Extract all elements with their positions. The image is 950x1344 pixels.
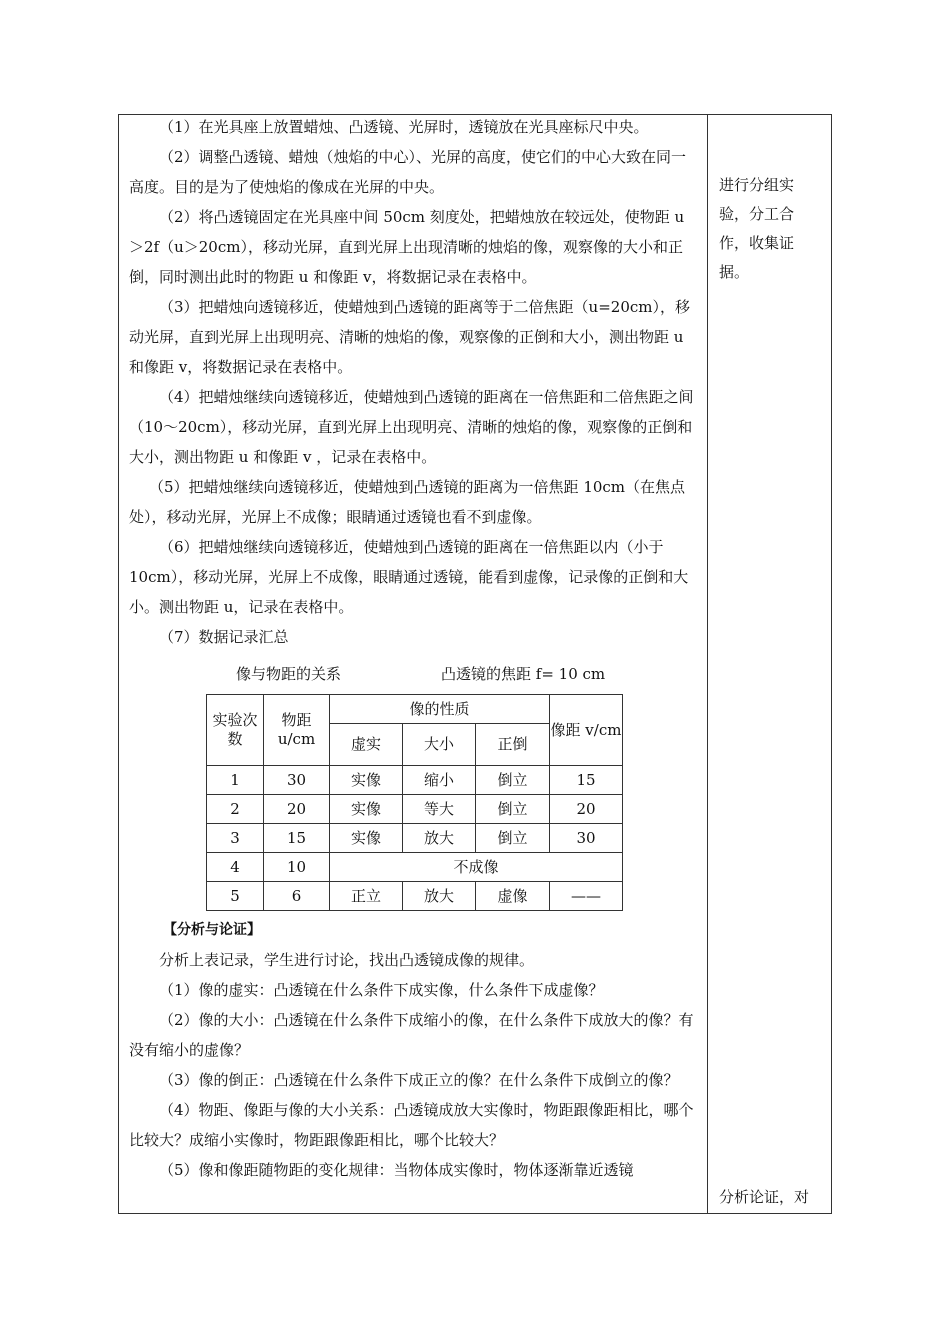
cell-object-distance: 30	[264, 766, 330, 795]
step-6: （6）把蜡烛继续向透镜移近，使蜡烛到凸透镜的距离在一倍焦距以内（小于 10cm），移动光屏，光屏上不成像，眼睛通过透镜，能看到虚像，记录像的正倒和大小。测出物距 u，记录在表格中。	[129, 538, 689, 616]
side-note-experiment: 进行分组实验，分工合作，收集证据。	[719, 176, 795, 281]
cell-orientation: 虚像	[476, 882, 550, 911]
cell-trial: 3	[207, 824, 264, 853]
header-image-distance: 像距 v/cm	[550, 695, 623, 766]
analysis-heading: 【分析与论证】	[163, 922, 261, 938]
cell-image-distance: ——	[550, 882, 623, 911]
header-object-distance: 物距 u/cm	[264, 695, 330, 766]
table-title: 像与物距的关系	[236, 665, 342, 683]
step-5: （5）把蜡烛继续向透镜移近，使蜡烛到凸透镜的距离为一倍焦距 10cm（在焦点处），移动光屏，光屏上不成像；眼睛通过透镜也看不到虚像。	[129, 478, 686, 526]
analysis-question-5: （5）像和像距随物距的变化规律：当物体成实像时，物体逐渐靠近透镜	[159, 1161, 634, 1179]
header-orientation: 正倒	[476, 724, 550, 766]
cell-orientation: 倒立	[476, 824, 550, 853]
cell-size: 放大	[403, 882, 476, 911]
step-1a: （1）在光具座上放置蜡烛、凸透镜、光屏时，透镜放在光具座标尺中央。	[159, 118, 649, 136]
cell-image-distance: 15	[550, 766, 623, 795]
cell-image-distance: 30	[550, 824, 623, 853]
header-real-virtual: 虚实	[330, 724, 403, 766]
table-row	[207, 795, 623, 824]
cell-real-virtual: 实像	[330, 824, 403, 853]
analysis-question-2: （2）像的大小：凸透镜在什么条件下成缩小的像，在什么条件下成放大的像？有没有缩小的虚像？	[129, 1011, 694, 1059]
table-row	[207, 853, 623, 882]
cell-size: 放大	[403, 824, 476, 853]
content-table	[118, 114, 832, 1214]
cell-trial: 2	[207, 795, 264, 824]
header-nature: 像的性质	[330, 695, 550, 724]
step-2: （2）将凸透镜固定在光具座中间 50cm 刻度处，把蜡烛放在较远处，使物距 u＞2f（u＞20cm），移动光屏，直到光屏上出现清晰的烛焰的像，观察像的大小和正倒，同时测出此时的物距 u 和像距 v，将数据记录在表格中。	[129, 208, 685, 286]
step-1b: （2）调整凸透镜、蜡烛（烛焰的中心）、光屏的高度，使它们的中心大致在同一高度。目的是为了使烛焰的像成在光屏的中央。	[129, 148, 687, 196]
step-3: （3）把蜡烛向透镜移近，使蜡烛到凸透镜的距离等于二倍焦距（u=20cm），移动光屏，直到光屏上出现明亮、清晰的烛焰的像，观察像的正倒和大小，测出物距 u 和像距 v，将数据记录在表格中。	[129, 298, 690, 376]
cell-orientation: 倒立	[476, 766, 550, 795]
analysis-question-4: （4）物距、像距与像的大小关系：凸透镜成放大实像时，物距跟像距相比，哪个比较大？成缩小实像时，物距跟像距相比，哪个比较大？	[129, 1101, 694, 1149]
data-table	[206, 694, 623, 911]
cell-orientation: 倒立	[476, 795, 550, 824]
cell-image-distance: 20	[550, 795, 623, 824]
main-column	[129, 115, 697, 1185]
column-divider	[707, 115, 708, 1213]
header-trial: 实验次数	[207, 695, 264, 766]
cell-size: 缩小	[403, 766, 476, 795]
cell-trial: 4	[207, 853, 264, 882]
cell-real-virtual: 实像	[330, 766, 403, 795]
table-row	[207, 882, 623, 911]
cell-real-virtual: 实像	[330, 795, 403, 824]
cell-no-image: 不成像	[330, 853, 623, 882]
cell-object-distance: 15	[264, 824, 330, 853]
table-caption	[129, 658, 697, 690]
cell-trial: 5	[207, 882, 264, 911]
cell-object-distance: 20	[264, 795, 330, 824]
step-7: （7）数据记录汇总	[159, 628, 289, 646]
cell-real-virtual: 正立	[330, 882, 403, 911]
header-size: 大小	[403, 724, 476, 766]
cell-size: 等大	[403, 795, 476, 824]
analysis-question-1: （1）像的虚实：凸透镜在什么条件下成实像，什么条件下成虚像？	[159, 981, 604, 999]
table-row	[207, 766, 623, 795]
analysis-question-3: （3）像的倒正：凸透镜在什么条件下成正立的像？在什么条件下成倒立的像？	[159, 1071, 679, 1089]
cell-trial: 1	[207, 766, 264, 795]
step-4: （4）把蜡烛继续向透镜移近，使蜡烛到凸透镜的距离在一倍焦距和二倍焦距之间（10～20cm），移动光屏，直到光屏上出现明亮、清晰的烛焰的像，观察像的正倒和大小，测出物距 u 和像距 v ，记录在表格中。	[129, 388, 694, 466]
table-row	[207, 824, 623, 853]
focal-length-label: 凸透镜的焦距 f= 10 cm	[441, 665, 606, 683]
cell-object-distance: 6	[264, 882, 330, 911]
analysis-intro: 分析上表记录，学生进行讨论，找出凸透镜成像的规律。	[159, 951, 535, 969]
side-note-analysis: 分析论证，对	[719, 1188, 810, 1206]
cell-object-distance: 10	[264, 853, 330, 882]
